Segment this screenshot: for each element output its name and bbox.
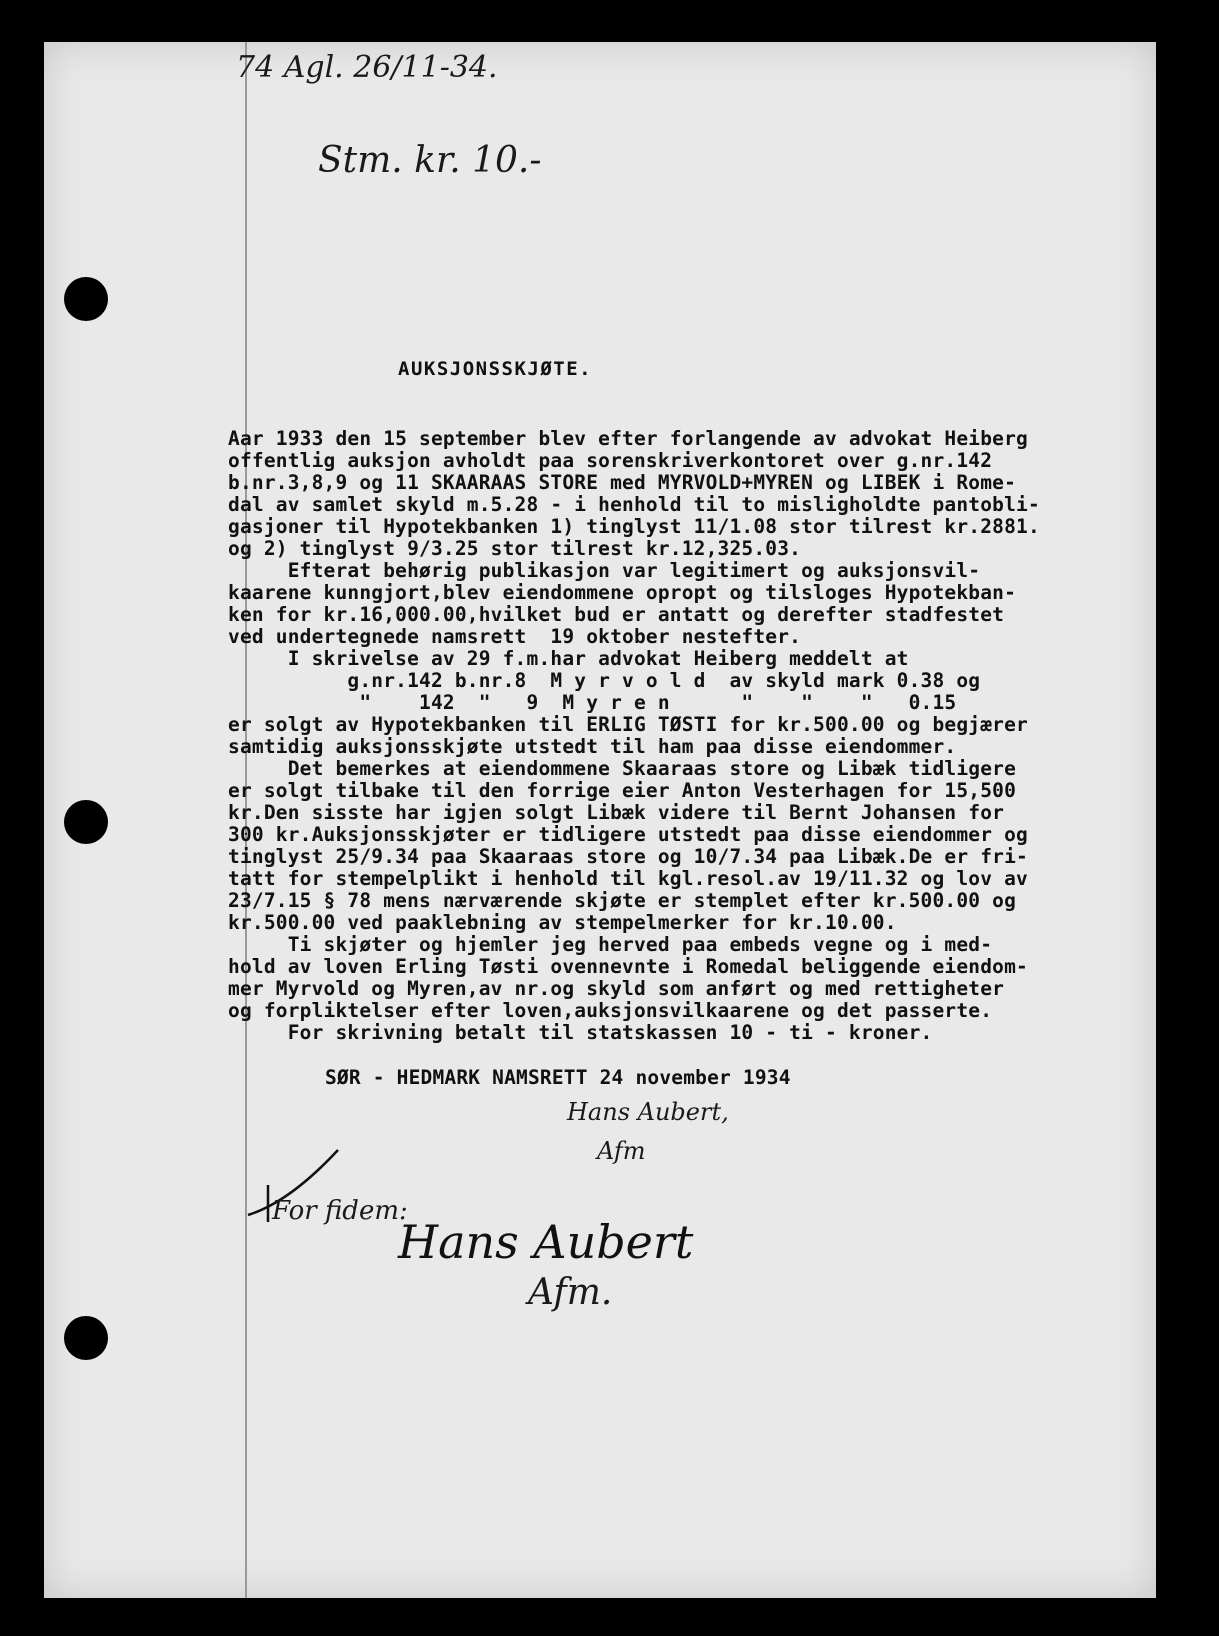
body-line: Det bemerkes at eiendommene Skaaraas store og Libæk tidligere <box>228 757 1017 780</box>
body-line: hold av loven Erling Tøsti ovennevnte i Romedal beliggende eiendom- <box>228 955 1028 978</box>
signature-prefix: For fidem: <box>272 1196 408 1226</box>
body-line: 23/7.15 § 78 mens nærværende skjøte er stemplet efter kr.500.00 og <box>228 889 1017 912</box>
stamp-fee-note: Stm. kr. 10.- <box>318 140 542 181</box>
body-line: ved undertegnede namsrett 19 oktober nestefter. <box>228 625 802 648</box>
body-line: Aar 1933 den 15 september blev efter forlangende av advokat Heiberg <box>228 427 1028 450</box>
body-line: kaarene kunngjort,blev eiendommene opropt og tilsloges Hypotekban- <box>228 581 1017 604</box>
body-line: samtidig auksjonsskjøte utstedt til ham paa disse eiendommer. <box>228 735 957 758</box>
body-line: og 2) tinglyst 9/3.25 stor tilrest kr.12,325.03. <box>228 537 802 560</box>
body-line: b.nr.3,8,9 og 11 SKAARAAS STORE med MYRVOLD+MYREN og LIBEK i Rome- <box>228 471 1017 494</box>
body-line: Ti skjøter og hjemler jeg herved paa embeds vegne og i med- <box>228 933 993 956</box>
body-line: I skrivelse av 29 f.m.har advokat Heiberg meddelt at <box>228 647 909 670</box>
body-line: mer Myrvold og Myren,av nr.og skyld som anført og med rettigheter <box>228 977 1005 1000</box>
signature-large-title: Afm. <box>528 1272 613 1313</box>
closing-line: SØR - HEDMARK NAMSRETT 24 november 1934 <box>325 1066 791 1089</box>
body-line: tatt for stempelplikt i henhold til kgl.resol.av 19/11.32 og lov av <box>228 867 1028 890</box>
body-line: er solgt av Hypotekbanken til ERLIG TØSTI for kr.500.00 og begjærer <box>228 713 1028 736</box>
body-line: er solgt tilbake til den forrige eier Anton Vesterhagen for 15,500 <box>228 779 1017 802</box>
body-line: offentlig auksjon avholdt paa sorenskriverkontoret over g.nr.142 <box>228 449 993 472</box>
body-line: ken for kr.16,000.00,hvilket bud er antatt og derefter stadfestet <box>228 603 1005 626</box>
body-line: tinglyst 25/9.34 paa Skaaraas store og 10/7.34 paa Libæk.De er fri- <box>228 845 1028 868</box>
body-line: For skrivning betalt til statskassen 10 - ti - kroner. <box>228 1021 933 1044</box>
body-line: dal av samlet skyld m.5.28 - i henhold til to misligholdte pantobli- <box>228 493 1040 516</box>
body-line: Efterat behørig publikasjon var legitimert og auksjonsvil- <box>228 559 981 582</box>
body-line: gasjoner til Hypotekbanken 1) tinglyst 11/1.08 stor tilrest kr.2881. <box>228 515 1040 538</box>
body-line: " 142 " 9 M y r e n " " " 0.15 <box>228 691 957 714</box>
body-line: 300 kr.Auksjonsskjøter er tidligere utstedt paa disse eiendommer og <box>228 823 1028 846</box>
body-line: kr.500.00 ved paaklebning av stempelmerker for kr.10.00. <box>228 911 897 934</box>
body-line: g.nr.142 b.nr.8 M y r v o l d av skyld mark 0.38 og <box>228 669 981 692</box>
signature-small-title: Afm <box>597 1137 646 1165</box>
header-note: 74 Agl. 26/11-34. <box>236 50 498 85</box>
signature-large: Hans Aubert <box>398 1215 694 1269</box>
body-line: kr.Den sisste har igjen solgt Libæk videre til Bernt Johansen for <box>228 801 1005 824</box>
document-title: AUKSJONSSKJØTE. <box>398 358 593 380</box>
body-line: og forpliktelser efter loven,auksjonsvilkaarene og det passerte. <box>228 999 993 1022</box>
signature-small: Hans Aubert, <box>567 1098 729 1126</box>
